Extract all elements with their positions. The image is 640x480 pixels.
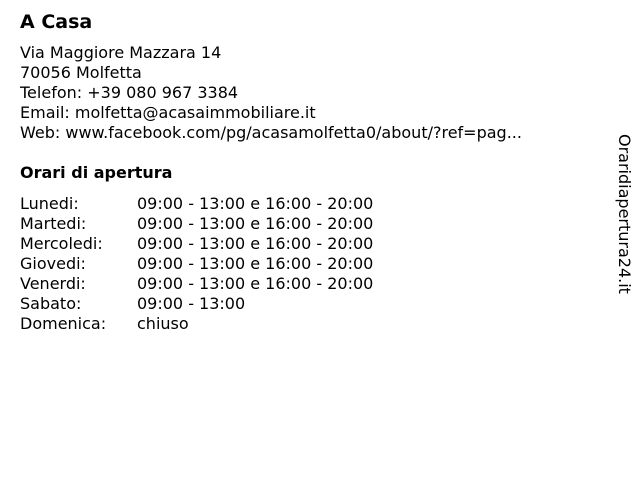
web-line: Web: www.facebook.com/pg/acasamolfetta0/about/?ref=pag... [20,123,522,142]
hours-day: Venerdi: [20,274,86,293]
address-city: 70056 Molfetta [20,63,142,82]
hours-day: Mercoledi: [20,234,103,253]
business-name: A Casa [20,11,93,33]
hours-row-friday [20,274,373,294]
hours-day: Sabato: [20,294,82,313]
opening-hours-table [20,194,373,334]
hours-time: 09:00 - 13:00 e 16:00 - 20:00 [137,214,374,233]
hours-time: 09:00 - 13:00 e 16:00 - 20:00 [137,254,374,273]
hours-day: Lunedi: [20,194,79,213]
hours-day: Domenica: [20,314,107,333]
business-contact-block [20,43,522,143]
email-line: Email: molfetta@acasaimmobiliare.it [20,103,316,122]
hours-row-sunday [20,314,373,334]
hours-time: 09:00 - 13:00 e 16:00 - 20:00 [137,194,374,213]
phone-line: Telefon: +39 080 967 3384 [20,83,239,102]
hours-day: Giovedi: [20,254,86,273]
hours-row-tuesday [20,214,373,234]
hours-row-saturday [20,294,373,314]
site-watermark-text: Oraridiapertura24.it [615,134,634,294]
hours-row-thursday [20,254,373,274]
address-street: Via Maggiore Mazzara 14 [20,43,222,62]
hours-row-monday [20,194,373,214]
hours-day: Martedi: [20,214,87,233]
hours-time: 09:00 - 13:00 e 16:00 - 20:00 [137,274,374,293]
hours-time: 09:00 - 13:00 [137,294,246,313]
hours-time: 09:00 - 13:00 e 16:00 - 20:00 [137,234,374,253]
opening-hours-title: Orari di apertura [20,163,173,182]
hours-row-wednesday [20,234,373,254]
hours-time: chiuso [137,314,189,333]
